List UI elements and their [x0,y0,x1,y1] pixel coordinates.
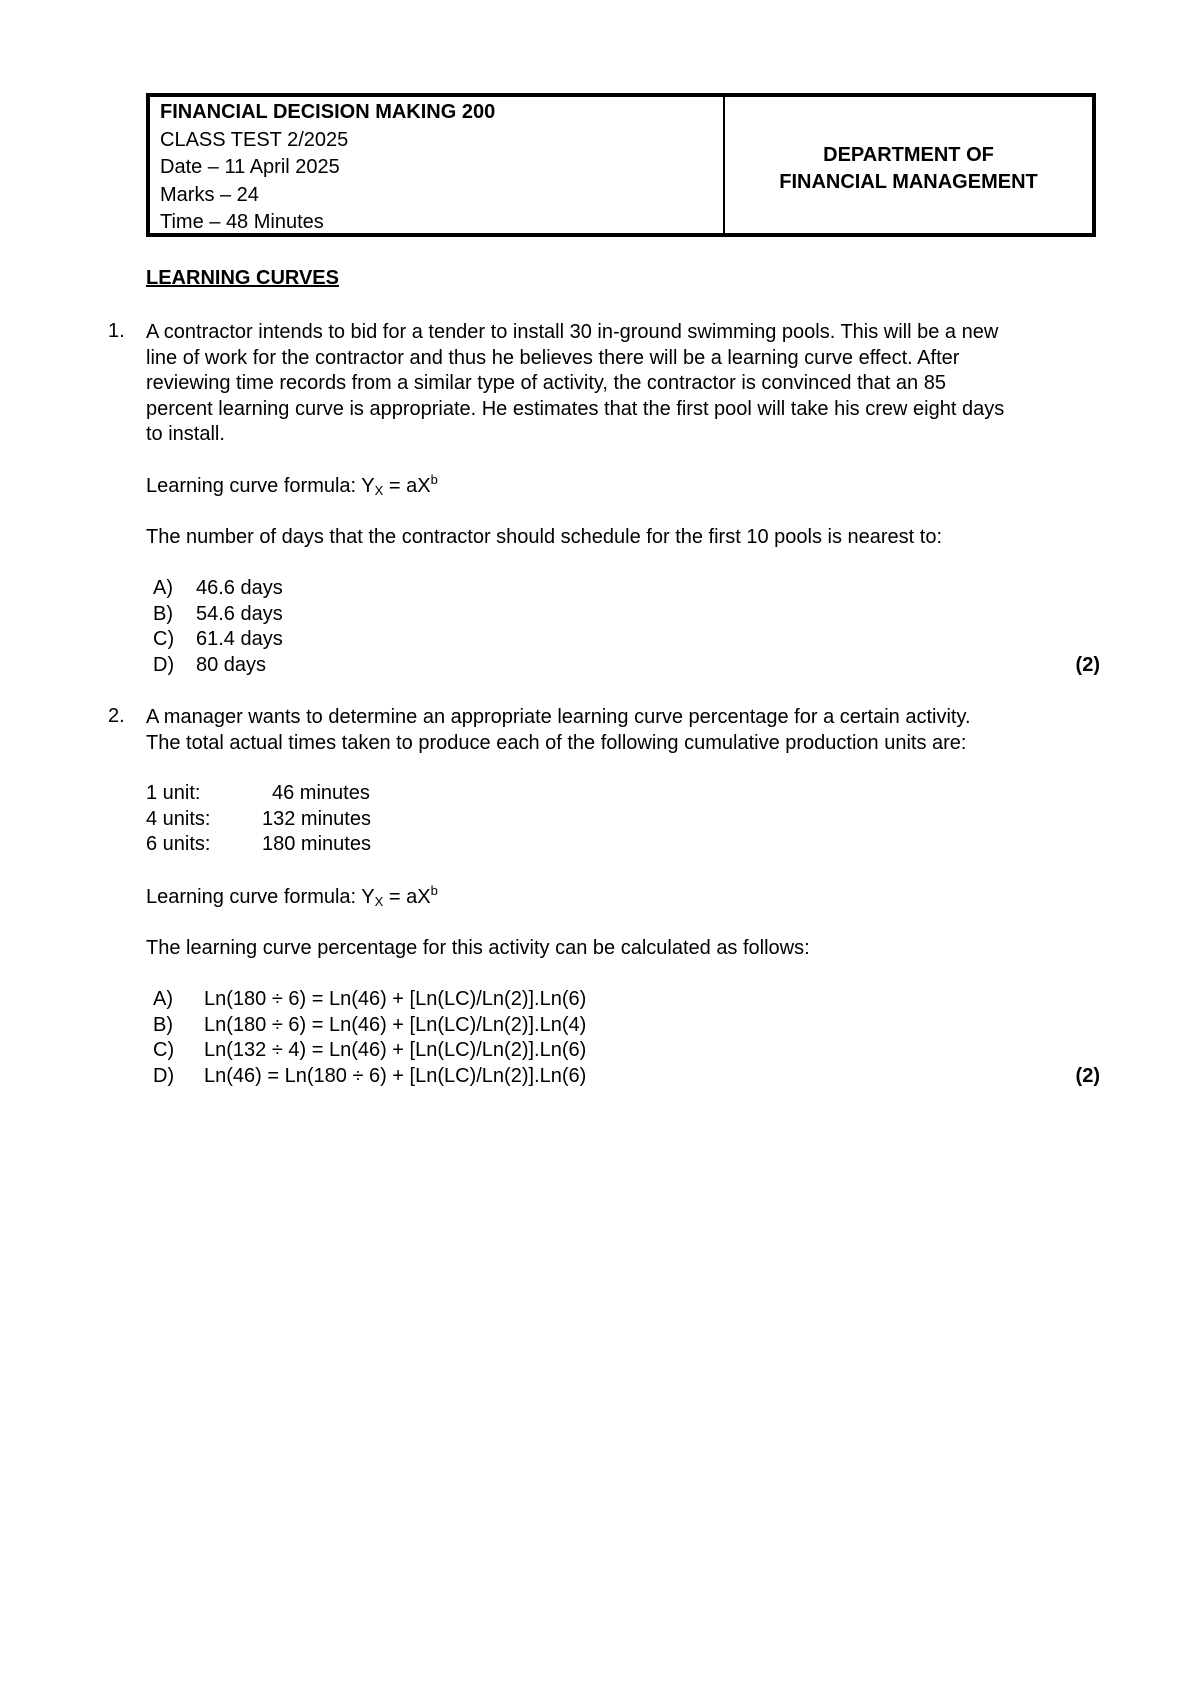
question-1-line: line of work for the contractor and thus he believes there will be a learning curve effect. After [146,346,960,369]
q2-option-a-text: Ln(180 ÷ 6) = Ln(46) + [Ln(LC)/Ln(2)].Ln(6) [204,988,587,1010]
q1-marks: (2) [1075,654,1100,676]
unit-row-3-label: 6 units: [146,833,211,855]
section-title: LEARNING CURVES [146,267,339,289]
department-line-1: DEPARTMENT OF [823,144,994,166]
q1-option-a-letter: A) [153,577,173,599]
q1-option-d-letter: D) [153,654,175,676]
q1-option-a-text: 46.6 days [196,577,283,599]
question-2-number: 2. [108,705,125,727]
test-info [150,97,725,233]
test-date: Date – 11 April 2025 [160,156,340,178]
question-1-number: 1. [108,320,125,342]
q1-option-c-letter: C) [153,628,175,650]
test-marks: Marks – 24 [160,183,259,206]
q2-marks: (2) [1075,1065,1100,1087]
test-time: Time – 48 Minutes [160,211,324,233]
unit-row-3-value: 180 minutes [262,833,371,855]
q2-option-b-letter: B) [153,1014,173,1036]
question-1-line: A contractor intends to bid for a tender to install 30 in-ground swimming pools. This will be a new [146,321,999,343]
question-1-text [146,320,1096,448]
question-2-line: The total actual times taken to produce each of the following cumulative production units are: [146,731,967,754]
question-1-line: to install. [146,423,225,445]
q2-option-c-text: Ln(132 ÷ 4) = Ln(46) + [Ln(LC)/Ln(2)].Ln(6) [204,1039,587,1061]
unit-row-2-label: 4 units: [146,808,211,830]
q1-option-b-letter: B) [153,603,173,625]
q1-option-d-text: 80 days [196,654,267,676]
question-1-formula: Learning curve formula: $Y_X = aX^b$ [146,472,438,498]
unit-row-2-value: 132 minutes [262,808,371,830]
q2-option-d-text: Ln(46) = Ln(180 ÷ 6) + [Ln(LC)/Ln(2)].Ln(6) [204,1065,587,1087]
question-2-prompt: The learning curve percentage for this activity can be calculated as follows: [146,937,810,959]
question-2-text [146,705,1096,756]
course-title: FINANCIAL DECISION MAKING 200 [160,101,496,123]
test-name: CLASS TEST 2/2025 [160,128,349,151]
header-box [146,93,1096,237]
q1-option-c-text: 61.4 days [196,628,283,650]
q2-option-d-letter: D) [153,1065,175,1087]
q2-option-a-letter: A) [153,988,173,1010]
department [725,97,1092,233]
q1-option-b-text: 54.6 days [196,603,283,625]
question-1-line: reviewing time records from a similar type of activity, the contractor is convinced that an 85 [146,372,946,394]
question-2-formula: Learning curve formula: $Y_X = aX^b$ [146,883,438,909]
unit-row-1-value: 46 minutes [272,782,370,804]
question-1-prompt: The number of days that the contractor should schedule for the first 10 pools is nearest to: [146,526,942,548]
question-2-line: A manager wants to determine an appropriate learning curve percentage for a certain activity. [146,706,971,728]
department-line-2: FINANCIAL MANAGEMENT [779,171,1038,193]
question-1-line: percent learning curve is appropriate. He estimates that the first pool will take his crew eight days [146,397,1005,420]
q2-option-c-letter: C) [153,1039,175,1061]
q2-option-b-text: Ln(180 ÷ 6) = Ln(46) + [Ln(LC)/Ln(2)].Ln(4) [204,1014,587,1036]
unit-row-1-label: 1 unit: [146,782,201,804]
